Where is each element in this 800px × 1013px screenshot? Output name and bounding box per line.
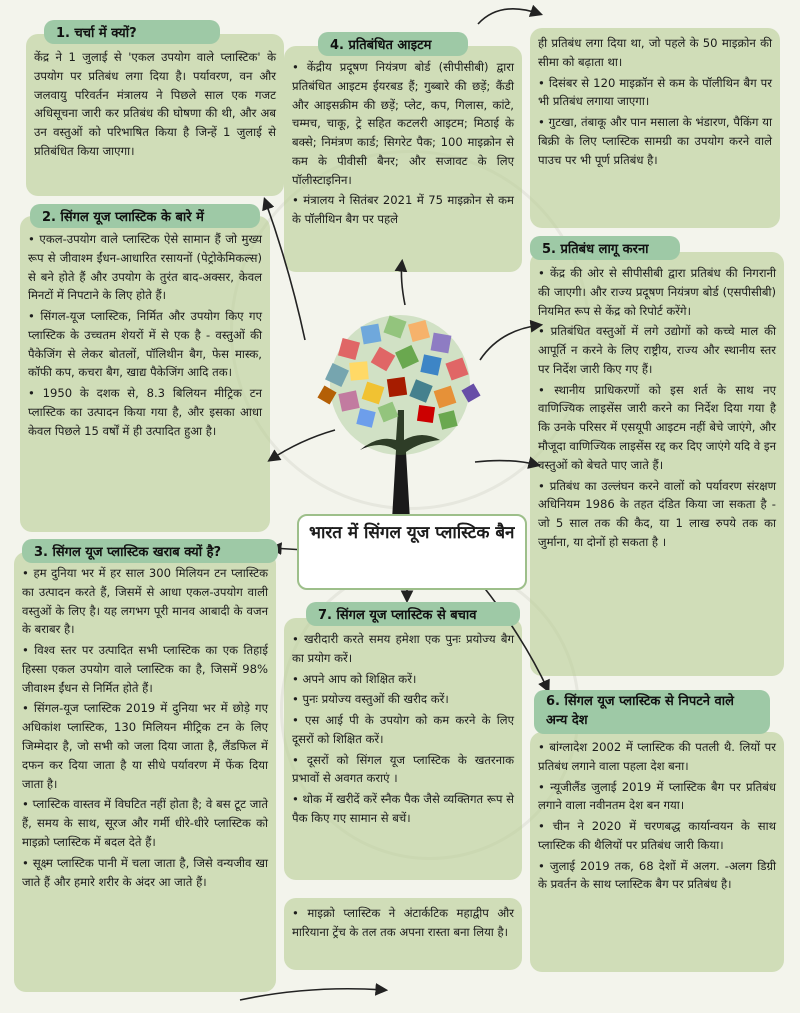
- section-7-heading: 7. सिंगल यूज प्लास्टिक से बचाव: [306, 602, 520, 626]
- section-6-para: • जुलाई 2019 तक, 68 देशों में अलग. -अलग डिग्री के प्रवर्तन के साथ प्लास्टिक बैग पर प्रतिबंध है।: [538, 858, 776, 892]
- section-5-para: • केंद्र की ओर से सीपीसीबी द्वारा प्रतिबंध की निगरानी की जाएगी। और राज्य प्रदूषण नियंत्रण बोर्ड (एसपीसीबी) नियमित रूप से केंद्र को रिपोर्ट करेंगे।: [538, 266, 776, 318]
- tree-illustration: [300, 300, 500, 520]
- section-4-para: • मंत्रालय ने सितंबर 2021 में 75 माइक्रोन से कम के पॉलीथिन बैग पर पहले: [292, 193, 514, 227]
- section-7-para: • दूसरों को सिंगल यूज प्लास्टिक के खतरनाक प्रभावों से अवगत कराएं ।: [292, 752, 514, 786]
- section-6-para: • चीन ने 2020 में चरणबद्ध कार्यान्वयन के साथ प्लास्टिक की थैलियों पर प्रतिबंध जारी किया।: [538, 819, 776, 852]
- section-3-para: • प्लास्टिक वास्तव में विघटित नहीं होता है; वे बस टूट जाते हैं, समय के साथ, सूरज और गर्मी धीरे-धीरे प्लास्टिक को माइक्रो प्लास्टिक में बदल देते हैं।: [22, 797, 268, 849]
- section-4-continued-para: • दिसंबर से 120 माइक्रॉन से कम के पॉलीथिन बैग पर भी प्रतिबंध लगाया जाएगा।: [538, 75, 772, 109]
- arrow-top-continue: [478, 9, 540, 24]
- section-3-para: • विश्व स्तर पर उत्पादित सभी प्लास्टिक का एक तिहाई हिस्सा एकल उपयोग वाले प्लास्टिक का है, जिसमें 98% जीवाश्म ईंधन से निर्मित होते हैं।: [22, 643, 268, 695]
- section-6-para: • बांग्लादेश 2002 में प्लास्टिक की पतली थै. लियों पर प्रतिबंध लगाने वाला पहला देश बना।: [538, 740, 776, 773]
- section-5-heading: 5. प्रतिबंध लागू करना: [530, 236, 680, 260]
- section-5-para: • प्रतिबंधित वस्तुओं में लगे उद्योगों को कच्चे माल की आपूर्ति न करने के लिए राष्ट्रीय, राज्य और स्थानीय स्तर पर निर्देश जारी किए गए हैं।: [538, 324, 776, 376]
- section-6-heading: 6. सिंगल यूज प्लास्टिक से निपटने वाले अन्य देश: [534, 690, 770, 734]
- tree-canopy: [317, 315, 480, 455]
- section-4-continued-para: • गुटखा, तंबाकू और पान मसाला के भंडारण, पैकिंग या बिक्री के लिए प्लास्टिक सामग्री का उपयोग करने वाले पाउच पर भी पूर्ण प्रतिबंध है।: [538, 115, 772, 167]
- section-7-para: • अपने आप को शिक्षित करें।: [292, 671, 417, 686]
- section-2-para: • सिंगल-यूज प्लास्टिक, निर्मित और उपयोग किए गए प्लास्टिक के उच्चतम शेयरों में से एक है - वस्तुओं की पैकेजिंग से लेकर बोतलों, पॉलिथीन बैग, फेस मास्क, कॉफी कप, कचरा बैग, खाद्य पैकेजिंग आदि तक।: [28, 309, 262, 380]
- arrow-to-section-4: [401, 262, 405, 305]
- section-7-para: • एस आई पी के उपयोग को कम करने के लिए दूसरों को शिक्षित करें।: [292, 713, 514, 746]
- section-4-heading: 4. प्रतिबंधित आइटम: [318, 32, 468, 56]
- section-7-para: • थोक में खरीदें करें स्नैक पैक जैसे व्यक्तिगत रूप से पैक किए गए सामान से बचें।: [292, 792, 514, 826]
- section-3-para: • हम दुनिया भर में हर साल 300 मिलियन टन प्लास्टिक का उत्पादन करते हैं, जिसमें से आधा एकल-उपयोग वाली वस्तुओं के लिए है। यह लगभग पूरी मानव आबादी के वजन के बराबर है।: [22, 566, 268, 637]
- section-4-para: • केंद्रीय प्रदूषण नियंत्रण बोर्ड (सीपीसीबी) द्वारा प्रतिबंधित आइटम ईयरबड हैं; गुब्बारे की छड़ें; कैंडी और आइसक्रीम की छड़ें; प्लेट, कप, गिलास, कांटे, चम्मच, चाकू, ट्रे सहित कटलरी आइटम; मिठाई के बक्से; निमंत्रण कार्ड; सिगरेट पैक; 100 माइक्रोन से कम के पीवीसी बैनर; और सजावट के लिए पॉलीस्टाइनिन।: [292, 60, 514, 187]
- arrow-bottom-continue: [240, 989, 385, 1000]
- section-4-continued-para: ही प्रतिबंध लगा दिया था, जो पहले के 50 माइक्रोन की सीमा को बढ़ाता था।: [538, 36, 772, 69]
- section-3-heading: 3. सिंगल यूज प्लास्टिक खराब क्यों है?: [22, 539, 278, 563]
- microplastic-note-text: • माइक्रो प्लास्टिक ने अंटार्कटिक महाद्वीप और मारियाना ट्रेंच के तल तक अपना रास्ता बना लिया है।: [292, 906, 514, 939]
- section-5-para: • स्थानीय प्राधिकरणों को इस शर्त के साथ नए वाणिज्यिक लाइसेंस जारी करने का निर्देश दिया गया है कि उनके परिसर में एसयूपी आइटम नहीं बेचे जाएंगे, और मौजूदा वाणिज्यिक लाइसेंस रद्द कर दिए जाएंगे यदि वे इन वस्तुओं को बेचते पाए जाते हैं।: [538, 382, 776, 472]
- section-3-para: • सूक्ष्म प्लास्टिक पानी में चला जाता है, जिसे वन्यजीव खा जाते हैं और हमारे शरीर के अंदर आ जाते हैं।: [22, 855, 268, 889]
- section-6-para: • न्यूजीलैंड जुलाई 2019 में प्लास्टिक बैग पर प्रतिबंध लगाने वाला नवीनतम देश बन गया।: [538, 779, 776, 813]
- section-7-para: • खरीदारी करते समय हमेशा एक पुनः प्रयोज्य बैग का प्रयोग करें।: [292, 632, 514, 665]
- section-1-heading: 1. चर्चा में क्यों?: [44, 20, 220, 44]
- section-7-para: • पुनः प्रयोज्य वस्तुओं की खरीद करें।: [292, 692, 449, 707]
- section-2-para: • एकल-उपयोग वाले प्लास्टिक ऐसे सामान हैं जो मुख्य रूप से जीवाश्म ईंधन-आधारित रसायनों (पेट्रोकेमिकल्स) से बने होते हैं और उपयोग के तुरंत बाद-अक्सर, केवल मिनटों में निपटाने के लिए होते हैं।: [28, 232, 262, 303]
- arrow-to-section-2: [265, 200, 305, 340]
- section-2-para: • 1950 के दशक से, 8.3 बिलियन मीट्रिक टन प्लास्टिक का उत्पादन किया गया है, और इसका आधा केवल पिछले 15 वर्षों में ही उत्पादित हुआ है।: [28, 386, 262, 438]
- section-3-para: • सिंगल-यूज प्लास्टिक 2019 में दुनिया भर में छोड़े गए अधिकांश प्लास्टिक, 130 मिलियन मीट्रिक टन के लिए जिम्मेदार है, जो सभी को जला दिया जाता है, लैंडफिल में दफन कर दिया जाता है या सीधे पर्यावरण में फेंक दिया जाता है।: [22, 701, 268, 791]
- section-5-para: • प्रतिबंध का उल्लंघन करने वालों को पर्यावरण संरक्षण अधिनियम 1986 के तहत दंडित किया जा सकता है - जो 5 साल तक की कैद, या 1 लाख रुपये तक का जुर्माना, या दोनों हो सकता है ।: [538, 478, 776, 549]
- section-2-heading: 2. सिंगल यूज प्लास्टिक के बारे में: [30, 204, 260, 228]
- page-title: भारत में सिंगल यूज प्लास्टिक बैन: [297, 514, 527, 590]
- section-1-text: केंद्र ने 1 जुलाई से 'एकल उपयोग वाले प्लास्टिक' के उपयोग पर प्रतिबंध लगा दिया है। पर्यावरण, वन और जलवायु परिवर्तन मंत्रालय ने पिछले साल एक गजट अधिसूचना जारी कर प्रतिबंध की घोषणा की थी, और अब उन वस्तुओं को परिभाषित किया है जिन्हें 1 जुलाई से प्रतिबंधित किया जाएगा।: [34, 50, 276, 158]
